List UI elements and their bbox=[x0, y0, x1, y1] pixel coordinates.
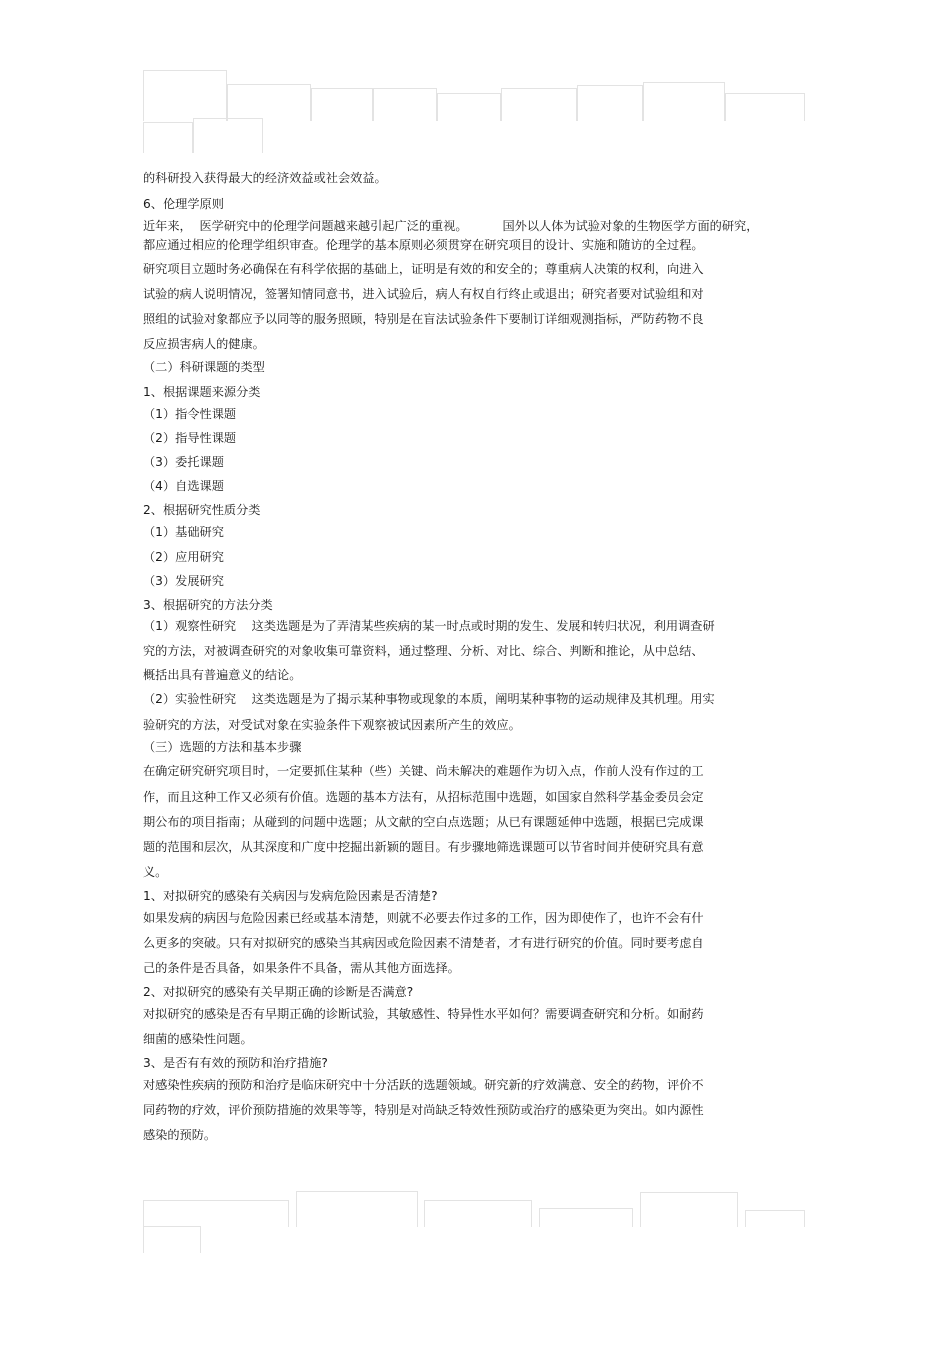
question-heading: 2、对拟研究的感染有关早期正确的诊断是否满意? bbox=[143, 985, 414, 999]
text-line: 期公布的项目指南；从碰到的问题中选题；从文献的空白点选题；从已有课题延伸中选题，根据已完成课 bbox=[143, 815, 704, 829]
frame-box bbox=[193, 118, 263, 153]
text-line: 对感染性疾病的预防和治疗是临床研究中十分活跃的选题领域。研究新的疗效满意、安全的药物，评价不 bbox=[143, 1078, 704, 1092]
frame-box bbox=[501, 88, 577, 121]
text-line: 如果发病的病因与危险因素已经或基本清楚，则就不必要去作过多的工作，因为即使作了，也许不会有什 bbox=[143, 911, 704, 925]
text-line: 的科研投入获得最大的经济效益或社会效益。 bbox=[143, 171, 387, 185]
text-line: 在确定研究研究项目时，一定要抓住某种（些）关键、尚未解决的难题作为切入点，作前人没有作过的工 bbox=[143, 764, 704, 778]
text-line: 作，而且这种工作又必须有价值。选题的基本方法有，从招标范围中选题，如国家自然科学基金委员会定 bbox=[143, 790, 704, 804]
list-item: （1）基础研究 bbox=[143, 525, 224, 539]
section-heading: （二）科研课题的类型 bbox=[143, 360, 265, 374]
frame-box bbox=[143, 1226, 201, 1253]
subsection-heading: 1、根据课题来源分类 bbox=[143, 385, 261, 399]
frame-box bbox=[640, 1192, 738, 1227]
list-item: （1）指令性课题 bbox=[143, 407, 237, 421]
text-line: 验研究的方法，对受试对象在实验条件下观察被试因素所产生的效应。 bbox=[143, 718, 521, 732]
text-line: 对拟研究的感染是否有早期正确的诊断试验，其敏感性、特异性水平如何？需要调查研究和分析。如耐药 bbox=[143, 1007, 704, 1021]
list-item: （2）指导性课题 bbox=[143, 431, 237, 445]
frame-box bbox=[577, 85, 643, 121]
text-line: 都应通过相应的伦理学组织审查。伦理学的基本原则必须贯穿在研究项目的设计、实施和随访的全过程。 bbox=[143, 238, 704, 252]
frame-box bbox=[373, 88, 437, 121]
question-heading: 1、对拟研究的感染有关病因与发病危险因素是否清楚? bbox=[143, 889, 438, 903]
frame-box bbox=[725, 93, 805, 121]
frame-box bbox=[227, 84, 311, 121]
frame-box bbox=[643, 82, 725, 121]
text-line: 究的方法，对被调查研究的对象收集可靠资料，通过整理、分析、对比、综合、判断和推论，从中总结、 bbox=[143, 644, 704, 658]
section-heading: 6、伦理学原则 bbox=[143, 197, 224, 211]
text-line: 么更多的突破。只有对拟研究的感染当其病因或危险因素不清楚者，才有进行研究的价值。同时要考虑自 bbox=[143, 936, 704, 950]
text-line: 近年来， 医学研究中的伦理学问题越来越引起广泛的重视。 国外以人体为试验对象的生物医学方面的研究， bbox=[143, 219, 759, 233]
frame-box bbox=[143, 70, 227, 121]
text-line: 试验的病人说明情况，签署知情同意书，进入试验后，病人有权自行终止或退出；研究者要对试验组和对 bbox=[143, 287, 704, 301]
text-line: （2）实验性研究 这类选题是为了揭示某种事物或现象的本质，阐明某种事物的运动规律及其机理。用实 bbox=[143, 692, 715, 706]
frame-box bbox=[296, 1191, 418, 1227]
subsection-heading: 2、根据研究性质分类 bbox=[143, 503, 261, 517]
list-item: （2）应用研究 bbox=[143, 550, 224, 564]
text-line: 细菌的感染性问题。 bbox=[143, 1032, 253, 1046]
section-heading: （三）选题的方法和基本步骤 bbox=[143, 740, 302, 754]
text-line: 照组的试验对象都应予以同等的服务照顾，特别是在盲法试验条件下要制订详细观测指标，严防药物不良 bbox=[143, 312, 704, 326]
list-item: （3）委托课题 bbox=[143, 455, 224, 469]
text-line: 义。 bbox=[143, 865, 168, 879]
frame-box bbox=[539, 1208, 633, 1227]
frame-box bbox=[437, 93, 501, 121]
document-body bbox=[143, 170, 788, 1144]
text-line: （1）观察性研究 这类选题是为了弄清某些疾病的某一时点或时期的发生、发展和转归状况，利用调查研 bbox=[143, 619, 715, 633]
text-line: 题的范围和层次，从其深度和广度中挖掘出新颖的题目。有步骤地筛选课题可以节省时间并使研究具有意 bbox=[143, 840, 704, 854]
list-item: （4）自选课题 bbox=[143, 479, 224, 493]
frame-box bbox=[424, 1200, 532, 1227]
frame-box bbox=[143, 1200, 289, 1227]
question-heading: 3、是否有有效的预防和治疗措施? bbox=[143, 1056, 328, 1070]
frame-box bbox=[311, 88, 373, 121]
text-line: 己的条件是否具备，如果条件不具备，需从其他方面选择。 bbox=[143, 961, 460, 975]
text-line: 感染的预防。 bbox=[143, 1128, 217, 1142]
frame-box bbox=[143, 122, 193, 153]
text-line: 同药物的疗效，评价预防措施的效果等等，特别是对尚缺乏特效性预防或治疗的感染更为突出。如内源性 bbox=[143, 1103, 704, 1117]
text-line: 反应损害病人的健康。 bbox=[143, 337, 265, 351]
subsection-heading: 3、根据研究的方法分类 bbox=[143, 598, 273, 612]
list-item: （3）发展研究 bbox=[143, 574, 224, 588]
text-line: 概括出具有普遍意义的结论。 bbox=[143, 668, 302, 682]
frame-box bbox=[745, 1210, 805, 1227]
text-line: 研究项目立题时务必确保在有科学依据的基础上，证明是有效的和安全的；尊重病人决策的权利，向进入 bbox=[143, 262, 704, 276]
